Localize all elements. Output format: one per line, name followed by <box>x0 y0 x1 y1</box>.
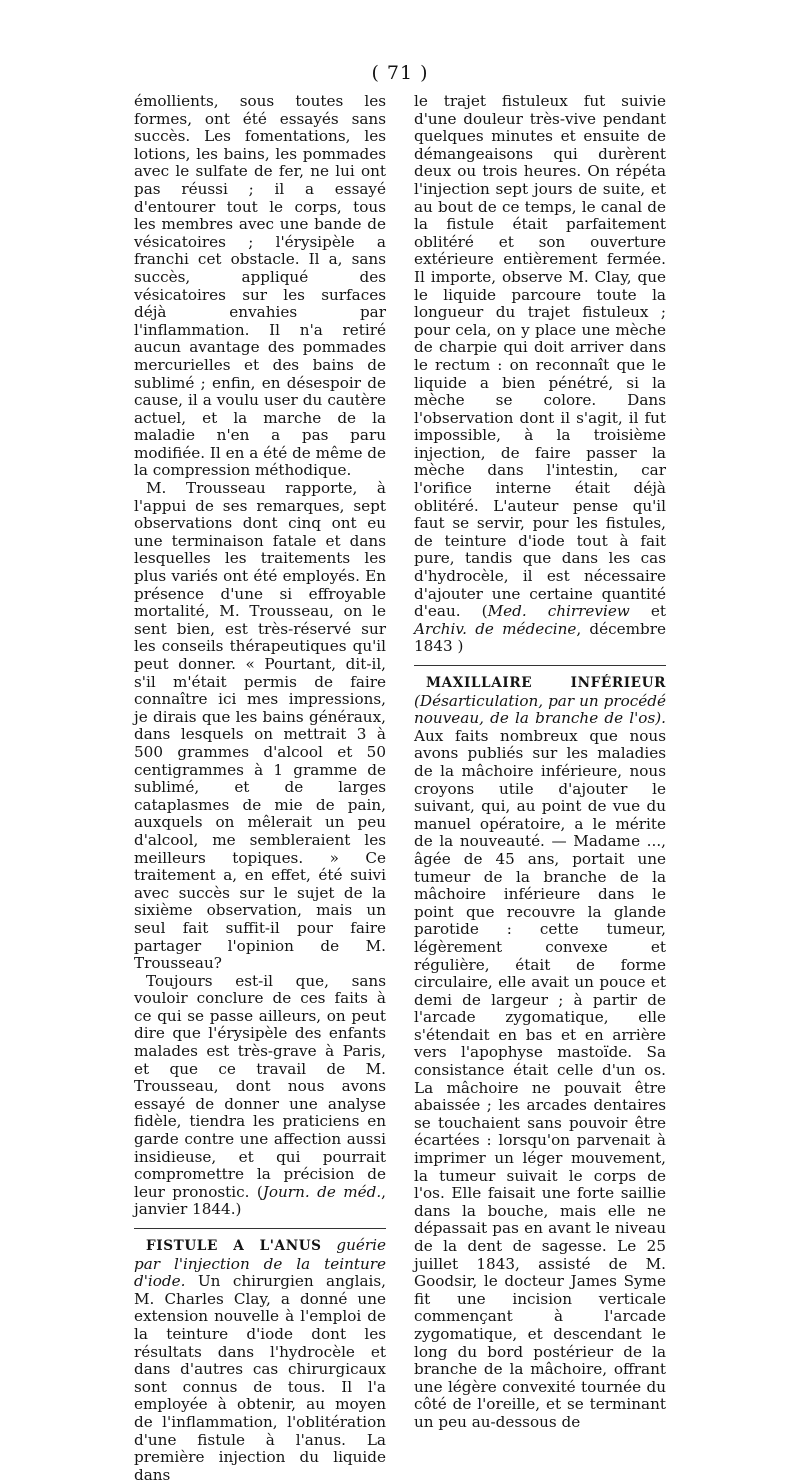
source-citation: Archiv. de médecine <box>414 619 577 638</box>
article-title: FISTULE A L'ANUS <box>146 1238 322 1254</box>
paragraph-text: , janvier 1844.) <box>134 1182 386 1219</box>
section-divider <box>134 1228 386 1229</box>
paragraph-text: et <box>629 602 666 621</box>
section-divider <box>414 665 666 666</box>
paragraph-text: le trajet fistuleux fut suivie d'une douleur très-vive pendant quelques minutes et ensuite de démangeaisons qui durèrent deux ou trois heures. On répéta l'injection sept jours de suite, et au bout de ce temps, le canal de la fistule était parfaitement oblitéré et son ouverture extérieure entièrement fermée. Il importe, observe M. Clay, que le liquide parcoure toute la longueur du trajet fistuleux ; pour cela, on y place une mèche de charpie qui doit arriver dans le rectum : on reconnaît que le liquide a bien pénétré, si la mèche se colore. Dans l'observation dont il s'agit, il fut impossible, à la troisième injection, de faire passer la mèche dans l'intestin, car l'orifice interne était déjà oblitéré. L'auteur pense qu'il faut se servir, pour les fistules, de teinture d'iode tout à fait pure, tandis que dans les cas d'hydrocèle, il est nécessaire d'ajouter une certaine quantité d'eau. ( <box>414 92 666 621</box>
right-column <box>414 93 666 1432</box>
source-citation: Journ. de méd. <box>262 1182 382 1201</box>
left-column <box>134 93 386 1484</box>
article-maxillaire <box>414 674 666 1432</box>
article-body: Aux faits nombreux que nous avons publiés sur les maladies de la mâchoire inférieure, nous croyons utile d'ajouter le suivant, qui, au point de vue du manuel opératoire, a le mérite de la nouveauté. — Madame ..., âgée de 45 ans, portait une tumeur de la branche de la mâchoire inférieure dans le point que recouvre la glande parotide : cette tumeur, légèrement convexe et régulière, était de forme circulaire, elle avait un pouce et demi de largeur ; à partir de l'arcade zygomatique, elle s'étendait en bas et en arrière vers l'apophyse mastoïde. Sa consistance était celle d'un os. La mâchoire ne pouvait être abaissée ; les arcades dentaires se touchaient sans pouvoir être écartées : lorsqu'on parvenait à imprimer un léger mouvement, la tumeur suivait le corps de l'os. Elle faisait une forte saillie dans la bouche, mais elle ne dépassait pas en avant le niveau de la dent de sagesse. Le 25 juillet 1843, assisté de M. Goodsir, le docteur James Syme fit une incision verticale commençant à l'arcade zygomatique, et descendant le long du bord postérieur de la branche de la mâchoire, offrant une légère convexité tournée du côté de l'oreille, et se terminant un peu au-dessous de <box>414 726 666 1431</box>
article-subtitle: (Désarticulation, par un procédé nouveau, de la branche de l'os). <box>414 691 666 728</box>
source-citation: Med. chirreview <box>487 602 630 621</box>
paragraph <box>414 93 666 656</box>
paragraph-text: Toujours est-il que, sans vouloir conclure de ces faits à ce qui se passe ailleurs, on peut dire que l'érysipèle des enfants malades est très-grave à Paris, et que ce travail de M. Trousseau, dont nous avons essayé de donner une analyse fidèle, tiendra les praticiens en garde contre une affection aussi insidieuse, et qui pourrait compromettre la précision de leur pronostic. ( <box>134 971 386 1201</box>
article-title: MAXILLAIRE INFÉRIEUR <box>426 675 666 691</box>
article-body: Un chirurgien anglais, M. Charles Clay, a donné une extension nouvelle à l'emploi de la teinture d'iode dont les résultats dans l'hydrocèle et dans d'autres cas chirurgicaux sont connus de tous. Il l'a employée à obtenir, au moyen de l'inflammation, l'oblitération d'une fistule à l'anus. La première injection du liquide dans <box>134 1272 386 1484</box>
paragraph: M. Trousseau rapporte, à l'appui de ses remarques, sept observations dont cinq ont eu une terminaison fatale et dans lesquelles les traitements les plus variés ont été employés. En présence d'une si effroyable mortalité, M. Trousseau, on le sent bien, est très-réservé sur les conseils thérapeutiques qu'il peut donner. « Pourtant, dit-il, s'il m'était permis de faire connaître ici mes impressions, je dirais que les bains généraux, dans lesquels on mettrait 3 à 500 grammes d'alcool et 50 centigrammes à 1 gramme de sublimé, et de larges cataplasmes de mie de pain, auxquels on mêlerait un peu d'alcool, me sembleraient les meilleurs topiques. » Ce traitement a, en effet, été suivi avec succès sur le sujet de la sixième observation, mais un seul fait suffit-il pour faire partager l'opinion de M. Trousseau? <box>134 479 386 973</box>
page-number: ( 71 ) <box>371 62 429 84</box>
paragraph: émollients, sous toutes les formes, ont été essayés sans succès. Les fomentations, les lotions, les bains, les pommades avec le sulfate de fer, ne lui ont pas réussi ; il a essayé d'entourer tout le corps, tous les membres avec une bande de vésicatoires ; l'érysipèle a franchi cet obstacle. Il a, sans succès, appliqué des vésicatoires sur les surfaces déjà envahies par l'inflammation. Il n'a retiré aucun avantage des pommades mercurielles et des bains de sublimé ; enfin, en désespoir de cause, il a voulu user du cautère actuel, et la marche de la maladie n'en a pas paru modifiée. Il en a été de même de la compression méthodique. <box>134 92 386 480</box>
paragraph-text: , décembre 1843 ) <box>414 619 667 656</box>
paragraph <box>134 973 386 1219</box>
article-fistule <box>134 1237 386 1484</box>
article-subtitle: guérie par l'injection de la teinture d'iode. <box>134 1236 386 1291</box>
